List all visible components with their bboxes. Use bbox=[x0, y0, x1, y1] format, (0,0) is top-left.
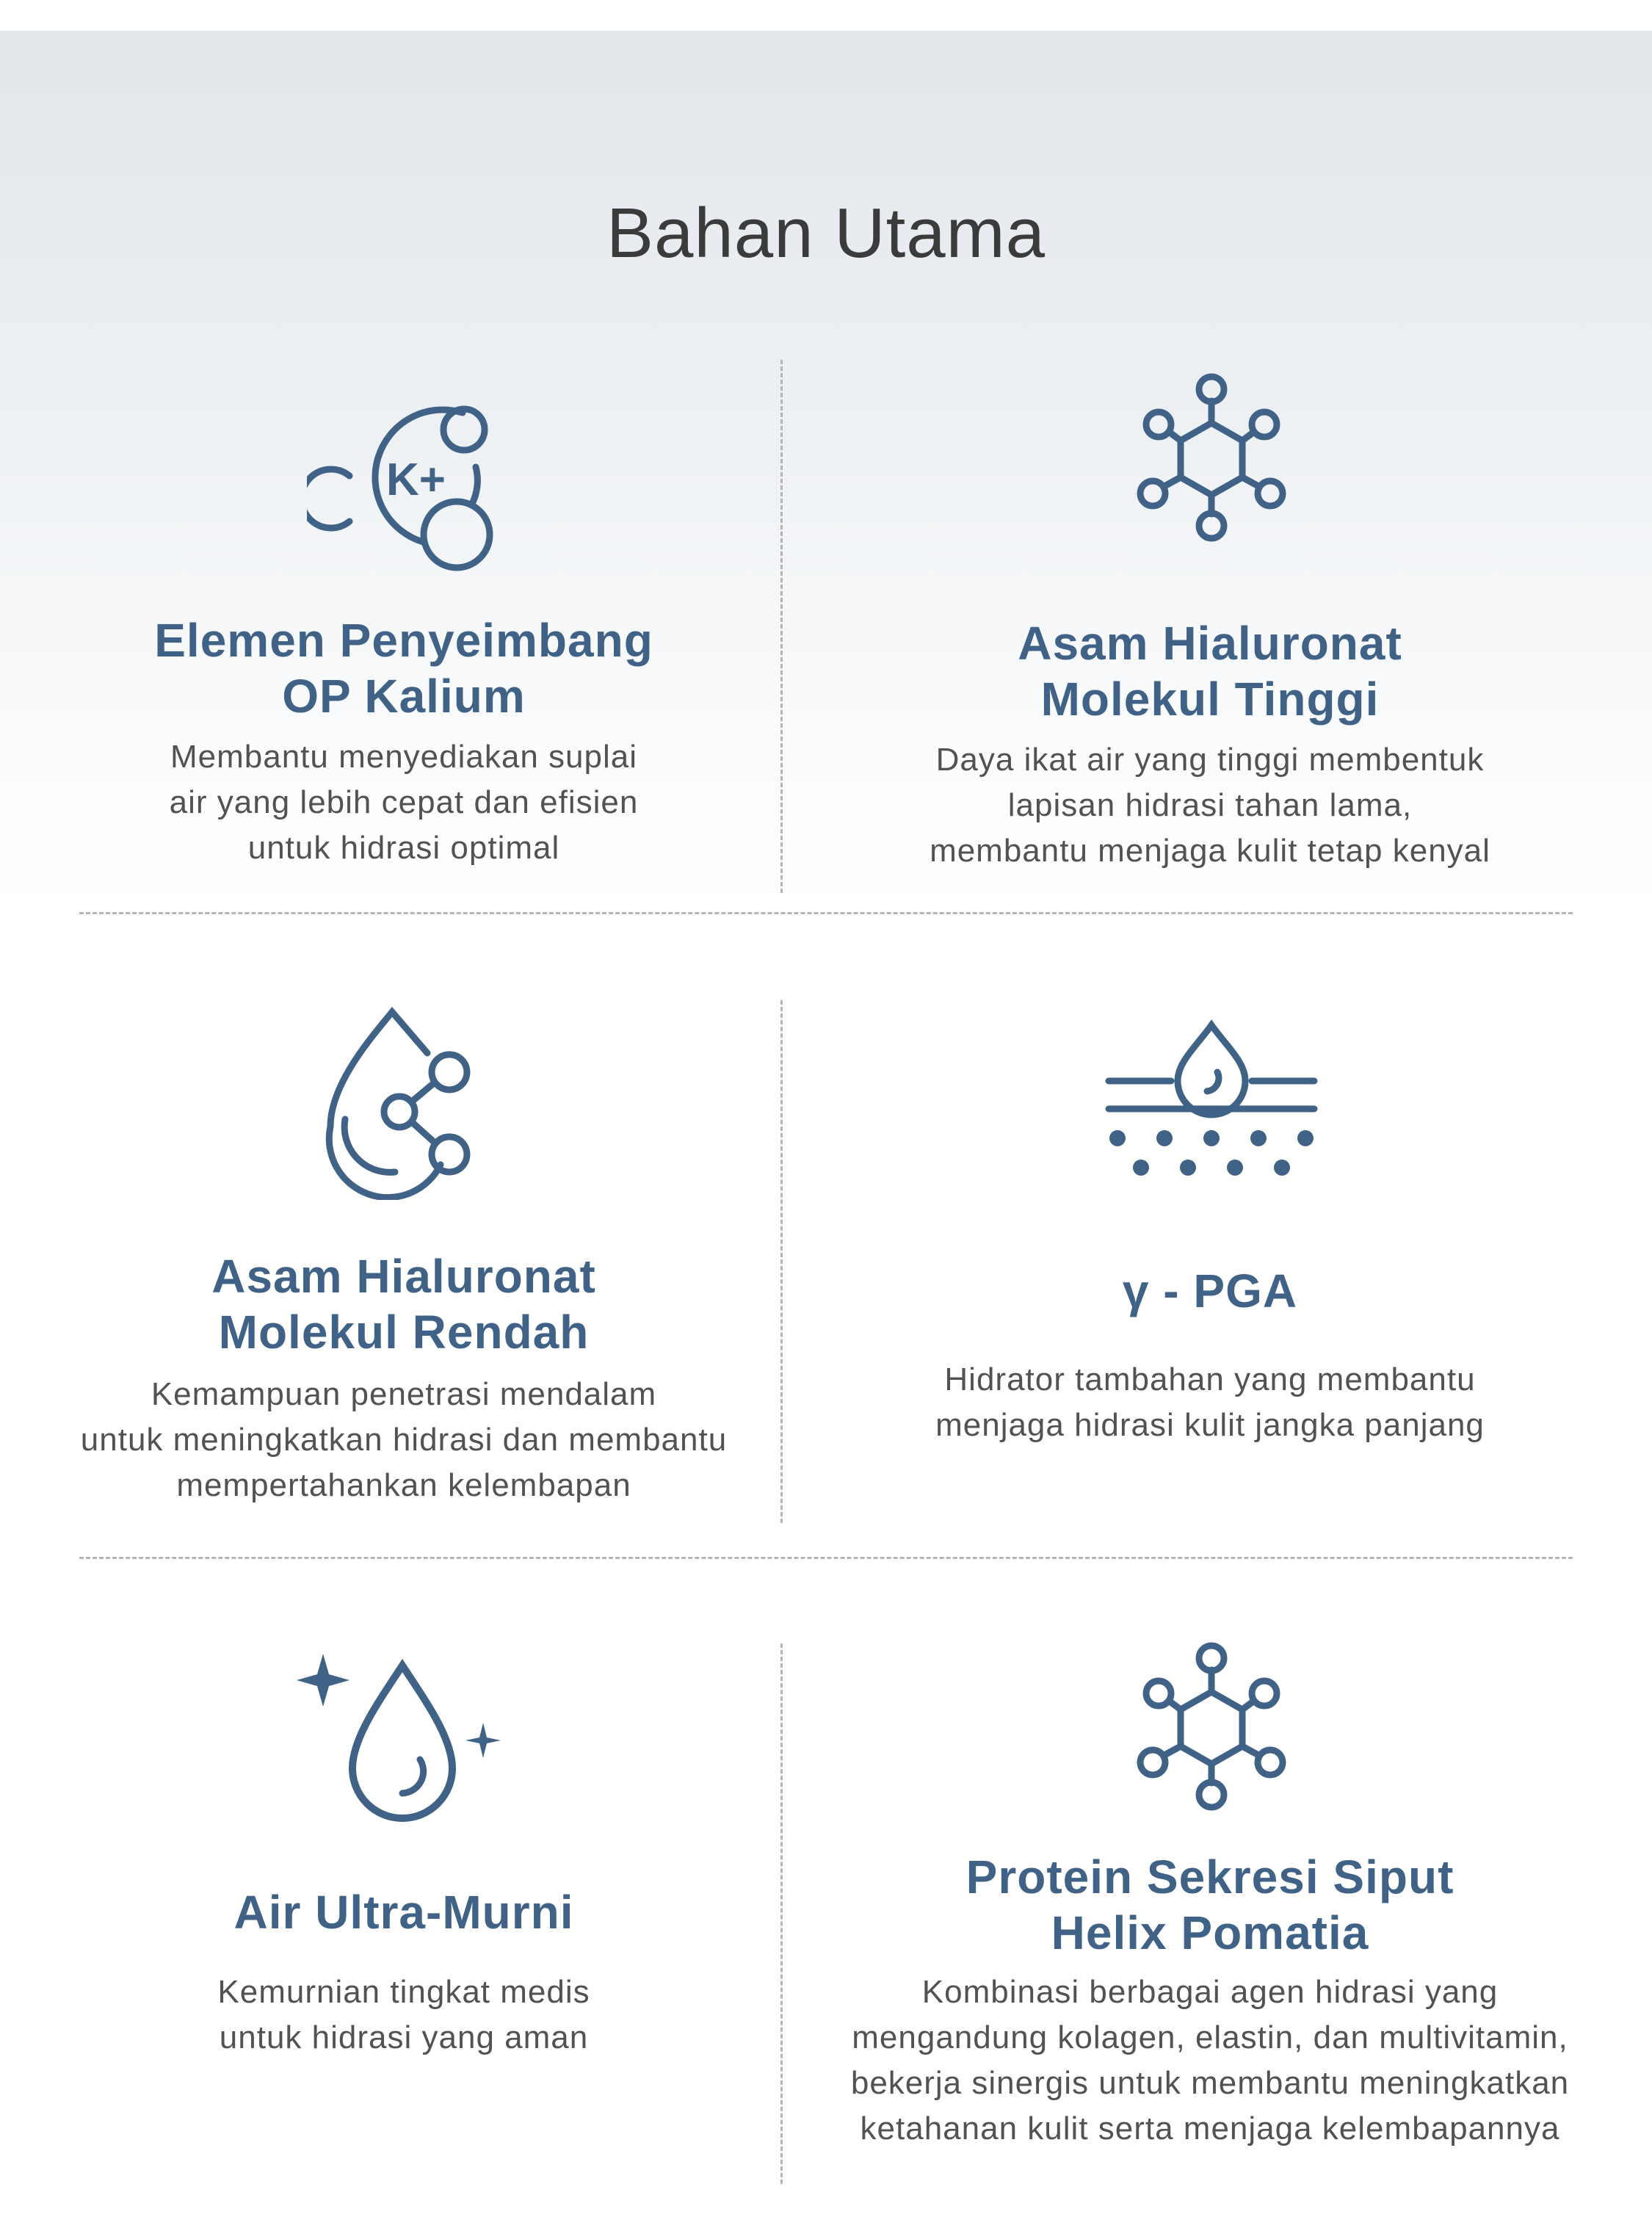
row-divider bbox=[79, 912, 1573, 914]
molecule-hexagon-icon bbox=[1131, 370, 1292, 546]
molecule-hexagon-icon bbox=[1131, 1639, 1292, 1815]
ingredient-heading: Asam Hialuronat Molekul Rendah bbox=[211, 1250, 596, 1359]
ingredient-description: Kemampuan penetrasi mendalam untuk meningkatkan hidrasi dan membantu mempertahankan kelembapan bbox=[80, 1376, 728, 1503]
ingredient-description: Membantu menyediakan suplai air yang lebih cepat dan efisien untuk hidrasi optimal bbox=[169, 739, 639, 866]
ingredient-heading: γ - PGA bbox=[1122, 1265, 1298, 1317]
ingredient-heading: Air Ultra-Murni bbox=[233, 1886, 574, 1939]
page-title: Bahan Utama bbox=[606, 194, 1046, 272]
sparkling-drop-icon bbox=[292, 1649, 505, 1833]
row-divider bbox=[79, 1557, 1573, 1559]
ingredients-panel bbox=[0, 31, 1652, 2228]
ingredient-description: Daya ikat air yang tinggi membentuk lapisan hidrasi tahan lama, membantu menjaga kulit tetap kenyal bbox=[930, 742, 1490, 869]
ingredient-description: Hidrator tambahan yang membantu menjaga hidrasi kulit jangka panjang bbox=[935, 1361, 1485, 1443]
skin-layer-drop-icon bbox=[1101, 1015, 1322, 1206]
svg-text:K+: K+ bbox=[386, 455, 446, 505]
ingredient-heading: Elemen Penyeimbang OP Kalium bbox=[154, 614, 653, 723]
drop-molecule-icon bbox=[316, 1002, 492, 1200]
ingredient-heading: Protein Sekresi Siput Helix Pomatia bbox=[966, 1851, 1454, 1959]
potassium-ion-icon bbox=[307, 369, 498, 574]
ingredient-heading: Asam Hialuronat Molekul Tinggi bbox=[1018, 617, 1402, 726]
column-divider bbox=[780, 1643, 783, 2184]
ingredient-description: Kemurnian tingkat medis untuk hidrasi yang aman bbox=[217, 1974, 590, 2055]
ingredient-description: Kombinasi berbagai agen hidrasi yang mengandung kolagen, elastin, dan multivitamin, bekerja sinergis untuk membantu meningkatkan ketahanan kulit serta menjaga kelembapannya bbox=[850, 1974, 1570, 2146]
